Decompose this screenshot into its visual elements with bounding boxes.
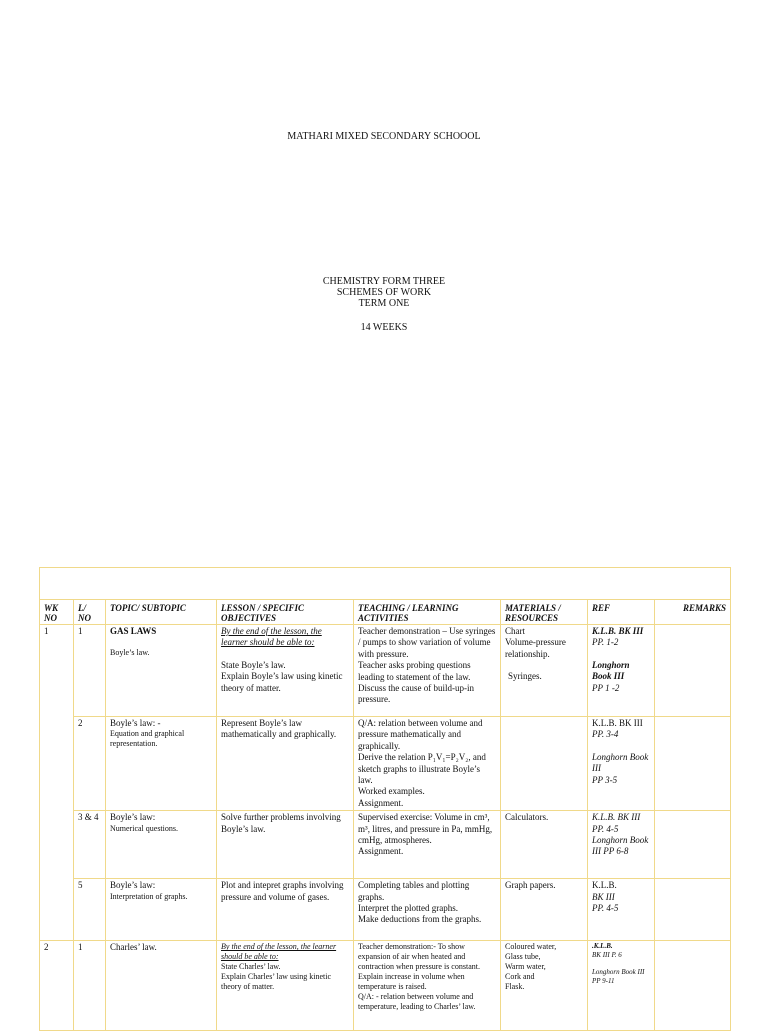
week-number: 1 bbox=[40, 625, 74, 941]
ref-book: Longhorn Book III bbox=[592, 659, 630, 682]
ref-pages: PP. 3-4 bbox=[592, 729, 619, 740]
activity-item: Teacher asks probing questions leading to statement of the law. bbox=[358, 660, 471, 682]
lesson-number: 5 bbox=[74, 879, 106, 941]
scheme-of-work-table bbox=[39, 567, 731, 1031]
activity-item: Derive the relation P₁V₁=P₂V₂, and sketch graphs to illustrate Boyle’s law. bbox=[358, 752, 486, 786]
ref-pages: PP 3-5 bbox=[592, 774, 618, 785]
col-header-wk: WK NO bbox=[40, 600, 74, 625]
ref-book: K.L.B. bbox=[592, 880, 617, 891]
material-item: Cork and bbox=[505, 972, 535, 982]
material-item: Coloured water, bbox=[505, 942, 557, 952]
objectives-intro: By the end of the lesson, the learner should be able to: bbox=[221, 626, 322, 648]
remarks-cell bbox=[655, 879, 731, 941]
ref-pages: PP. 4-5 bbox=[592, 823, 619, 834]
activities-cell bbox=[354, 941, 501, 1031]
ref-pages: PP. 4-5 bbox=[592, 903, 619, 914]
ref-book: BK III bbox=[592, 891, 615, 902]
activities-cell bbox=[354, 625, 501, 717]
topic-title: Boyle’s law: - bbox=[110, 718, 161, 728]
remarks-cell bbox=[655, 717, 731, 811]
objective-item: Plot and intepret graphs involving pressure and volume of gases. bbox=[221, 880, 344, 902]
activity-item: Interpret the plotted graphs. bbox=[358, 903, 458, 914]
topic-cell bbox=[106, 941, 217, 1031]
lesson-number: 2 bbox=[74, 717, 106, 811]
subtopic: Interpretation of graphs. bbox=[110, 891, 188, 901]
material-item: Flask. bbox=[505, 982, 525, 992]
activity-item: Teacher demonstration:- To show expansion of air when heated and contraction when pressure is constant. bbox=[358, 942, 480, 972]
activity-item: Supervised exercise: Volume in cm³, m³, litres, and pressure in Pa, mmHg, cmHg, atmospheres. bbox=[358, 812, 493, 846]
objective-item: Explain Boyle’s law using kinetic theory of matter. bbox=[221, 671, 343, 693]
ref-pages: BK III P. 6 bbox=[592, 950, 622, 959]
material-item: Chart bbox=[505, 626, 525, 636]
material-item: Volume-pressure relationship. bbox=[505, 637, 566, 659]
table-row bbox=[40, 941, 731, 1031]
material-item: Graph papers. bbox=[505, 880, 556, 891]
heading-title: SCHEMES OF WORK bbox=[336, 287, 432, 298]
objective-item: Explain Charles’ law using kinetic theory of matter. bbox=[221, 972, 332, 992]
materials-cell bbox=[501, 941, 588, 1031]
table-row bbox=[40, 717, 731, 811]
lesson-number: 1 bbox=[74, 625, 106, 717]
activity-item: Make deductions from the graphs. bbox=[358, 914, 482, 925]
activities-cell bbox=[354, 811, 501, 879]
objective-item: Solve further problems involving Boyle’s law. bbox=[221, 812, 341, 834]
col-header-objectives: LESSON / SPECIFIC OBJECTIVES bbox=[217, 600, 354, 625]
remarks-cell bbox=[655, 625, 731, 717]
activity-item: Assignment. bbox=[358, 797, 404, 808]
activity-item: Teacher demonstration – Use syringes / pumps to show variation of volume with pressure. bbox=[358, 626, 496, 659]
objectives-cell bbox=[217, 879, 354, 941]
document-heading bbox=[0, 276, 768, 309]
col-header-activities: TEACHING / LEARNING ACTIVITIES bbox=[354, 600, 501, 625]
objectives-cell bbox=[217, 941, 354, 1031]
col-header-lno: L/ NO bbox=[74, 600, 106, 625]
table-row bbox=[40, 811, 731, 879]
ref-cell bbox=[588, 811, 655, 879]
table-header-row bbox=[40, 600, 731, 625]
activity-item: Discuss the cause of build-up-in pressure. bbox=[358, 683, 474, 705]
ref-book: Longhorn Book III PP 9-11 bbox=[592, 968, 645, 985]
activity-item: Assignment. bbox=[358, 846, 404, 857]
lesson-number: 1 bbox=[74, 941, 106, 1031]
objective-item: Represent Boyle’s law mathematically and graphically. bbox=[221, 718, 337, 740]
ref-cell bbox=[588, 879, 655, 941]
week-number: 2 bbox=[40, 941, 74, 1031]
material-item: Glass tube, bbox=[505, 952, 541, 962]
subtopic: Boyle’s law. bbox=[110, 648, 150, 658]
material-item: Syringes. bbox=[508, 671, 542, 682]
topic-title: GAS LAWS bbox=[110, 626, 157, 636]
ref-cell bbox=[588, 625, 655, 717]
objective-item: State Charles’ law. bbox=[221, 962, 281, 972]
materials-cell bbox=[501, 625, 588, 717]
activities-cell bbox=[354, 879, 501, 941]
remarks-cell bbox=[655, 811, 731, 879]
topic-title: Boyle’s law: bbox=[110, 812, 156, 823]
activity-item: Q/A: - relation between volume and temperature, leading to Charles’ law. bbox=[358, 992, 476, 1012]
col-header-remarks: REMARKS bbox=[655, 600, 731, 625]
topic-title: Boyle’s law: bbox=[110, 880, 156, 891]
table-row bbox=[40, 625, 731, 717]
topic-title: Charles’ law. bbox=[110, 942, 157, 953]
lesson-number: 3 & 4 bbox=[74, 811, 106, 879]
remarks-cell bbox=[655, 941, 731, 1031]
topic-cell bbox=[106, 625, 217, 717]
objectives-cell bbox=[217, 717, 354, 811]
table-spacer-row bbox=[40, 568, 731, 600]
school-name: MATHARI MIXED SECONDARY SCHOOOL bbox=[287, 131, 481, 142]
ref-book: K.L.B. BK III bbox=[592, 626, 644, 636]
activity-item: Completing tables and plotting graphs. bbox=[358, 880, 470, 902]
ref-cell bbox=[588, 941, 655, 1031]
ref-pages: PP 1 -2 bbox=[592, 682, 620, 693]
activity-item: Q/A: relation between volume and pressure mathematically and graphically. bbox=[358, 718, 483, 751]
col-header-ref: REF bbox=[588, 600, 655, 625]
ref-book: Longhorn Book III PP 6-8 bbox=[592, 835, 649, 857]
topic-cell bbox=[106, 717, 217, 811]
subtopic: Numerical questions. bbox=[110, 823, 178, 833]
materials-cell bbox=[501, 879, 588, 941]
material-item: Calculators. bbox=[505, 812, 549, 823]
ref-book: .K.L.B. bbox=[592, 942, 613, 951]
material-item: Warm water, bbox=[505, 962, 546, 972]
objectives-cell bbox=[217, 811, 354, 879]
col-header-materials: MATERIALS / RESOURCES bbox=[501, 600, 588, 625]
ref-cell bbox=[588, 717, 655, 811]
objectives-intro: By the end of the lesson, the learner should be able to: bbox=[221, 942, 337, 962]
objective-item: State Boyle’s law. bbox=[221, 659, 286, 670]
table-row bbox=[40, 879, 731, 941]
ref-book: Longhorn Book III bbox=[592, 751, 649, 774]
activity-item: Worked examples. bbox=[358, 786, 425, 797]
objectives-cell bbox=[217, 625, 354, 717]
col-header-topic: TOPIC/ SUBTOPIC bbox=[106, 600, 217, 625]
materials-cell bbox=[501, 811, 588, 879]
heading-term: TERM ONE bbox=[358, 298, 410, 309]
ref-book: K.L.B. BK III bbox=[592, 812, 641, 823]
subtopic: Equation and graphical representation. bbox=[110, 729, 185, 749]
activities-cell bbox=[354, 717, 501, 811]
topic-cell bbox=[106, 879, 217, 941]
activity-item: Explain increase in volume when temperature is raised. bbox=[358, 972, 465, 992]
topic-cell bbox=[106, 811, 217, 879]
ref-book: K.L.B. BK III bbox=[592, 718, 643, 728]
materials-cell bbox=[501, 717, 588, 811]
ref-pages: PP. 1-2 bbox=[592, 637, 619, 648]
duration: 14 WEEKS bbox=[360, 322, 408, 333]
heading-subject: CHEMISTRY FORM THREE bbox=[322, 276, 446, 287]
